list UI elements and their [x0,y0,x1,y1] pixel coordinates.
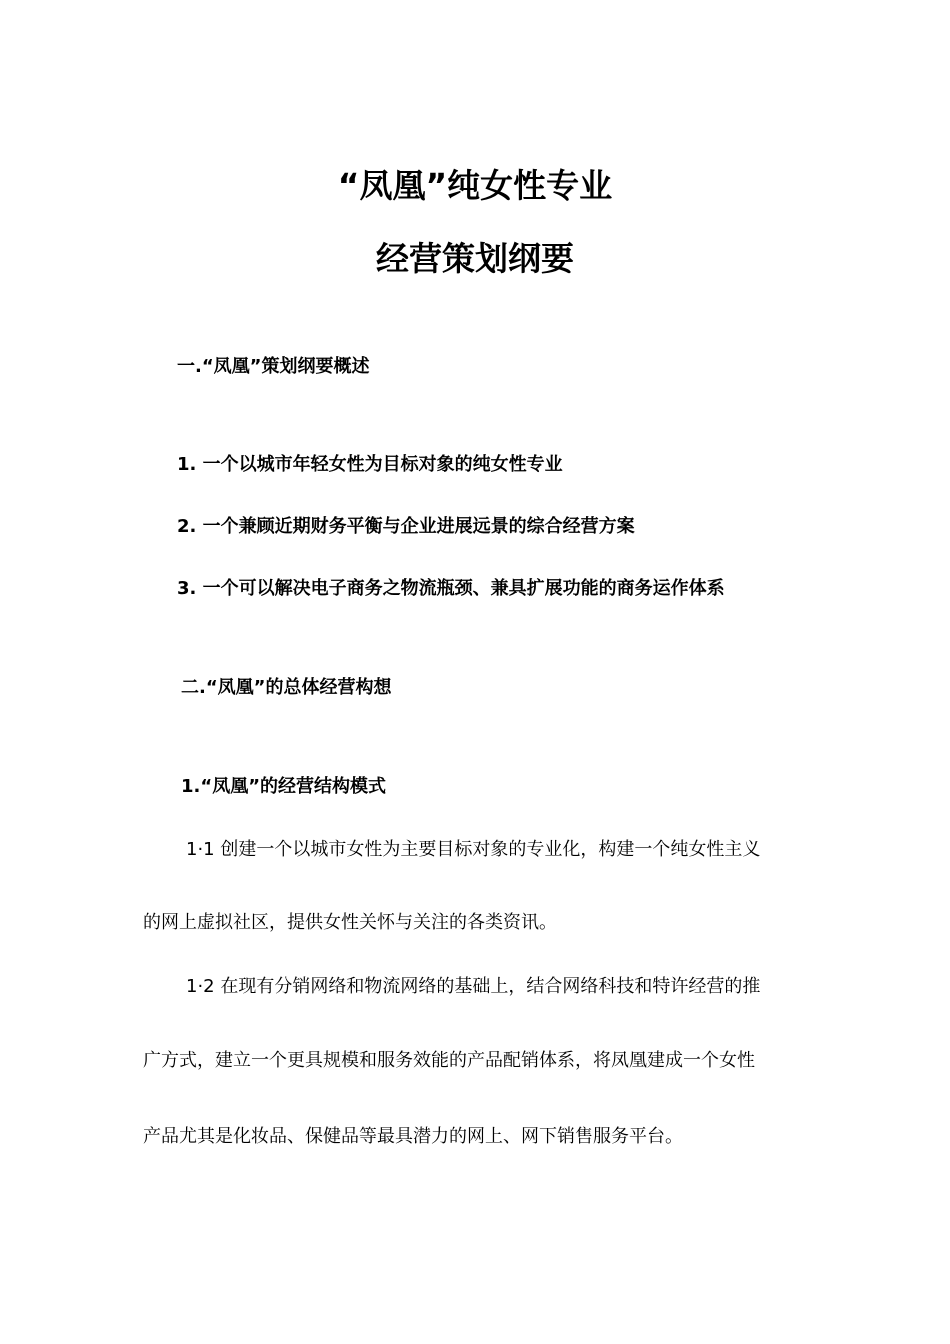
paragraph-2-line-3: 产品尤其是化妆品、保健品等最具潜力的网上、网下销售服务平台。 [143,1126,683,1147]
document-title-line-1: “凤凰”纯女性专业 [337,166,613,205]
paragraph-2-line-1: 1·2 在现有分销网络和物流网络的基础上，结合网络科技和特许经营的推 [186,976,761,997]
section-1-heading: 一.“凤凰”策划纲要概述 [177,356,370,377]
section-2-heading: 二.“凤凰”的总体经营构想 [181,677,392,698]
section-2-subheading: 1.“凤凰”的经营结构模式 [181,776,387,797]
paragraph-2-line-2: 广方式，建立一个更具规模和服务效能的产品配销体系，将凤凰建成一个女性 [143,1050,755,1071]
section-1-item-1: 1. 一个以城市年轻女性为目标对象的纯女性专业 [177,454,563,475]
section-1-item-3: 3. 一个可以解决电子商务之物流瓶颈、兼具扩展功能的商务运作体系 [177,578,725,599]
document-title-line-2: 经营策划纲要 [376,239,574,278]
paragraph-1-line-2: 的网上虚拟社区，提供女性关怀与关注的各类资讯。 [143,912,557,933]
paragraph-1-line-1: 1·1 创建一个以城市女性为主要目标对象的专业化，构建一个纯女性主义 [186,839,761,860]
section-1-item-2: 2. 一个兼顾近期财务平衡与企业进展远景的综合经营方案 [177,516,635,537]
